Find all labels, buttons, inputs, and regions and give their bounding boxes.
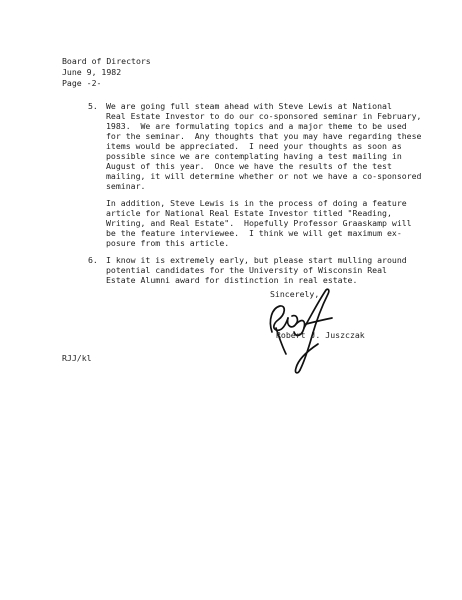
paragraph-line: Real Estate Investor to do our co-sponsored seminar in February,: [106, 111, 422, 121]
paragraph-line: August of this year. Once we have the results of the test: [106, 161, 392, 171]
paragraph-line: I know it is extremely early, but please start mulling around: [106, 255, 407, 265]
paragraph-line: 1983. We are formulating topics and a major theme to be used: [106, 121, 407, 131]
date-line: June 9, 1982: [62, 67, 122, 77]
item-number-6: 6.: [88, 255, 98, 265]
paragraph-line: Estate Alumni award for distinction in real estate.: [106, 275, 358, 285]
handwritten-signature: [262, 280, 340, 376]
page-number-line: Page -2-: [62, 78, 102, 88]
signer-name: Robert J. Juszczak: [276, 330, 365, 340]
closing-line: Sincerely,: [270, 289, 320, 299]
paragraph-line: Writing, and Real Estate". Hopefully Professor Graaskamp will: [106, 218, 412, 228]
paragraph-line: We are going full steam ahead with Steve Lewis at National: [106, 101, 392, 111]
typist-initials: RJJ/kl: [62, 353, 92, 363]
paragraph-line: seminar.: [106, 181, 146, 191]
paragraph-line: items would be appreciated. I need your thoughts as soon as: [106, 141, 402, 151]
paragraph-line: possible since we are contemplating having a test mailing in: [106, 151, 402, 161]
paragraph-line: potential candidates for the University of Wisconsin Real: [106, 265, 387, 275]
paragraph-line: for the seminar. Any thoughts that you may have regarding these: [106, 131, 422, 141]
item-number-5: 5.: [88, 101, 98, 111]
paragraph-line: In addition, Steve Lewis is in the process of doing a feature: [106, 198, 407, 208]
paragraph-line: article for National Real Estate Investor titled "Reading,: [106, 208, 392, 218]
paragraph-line: mailing, it will determine whether or not we have a co-sponsored: [106, 171, 422, 181]
paragraph-line: posure from this article.: [106, 238, 230, 248]
paragraph-line: be the feature interviewee. I think we will get maximum ex-: [106, 228, 402, 238]
recipient-line: Board of Directors: [62, 56, 151, 66]
